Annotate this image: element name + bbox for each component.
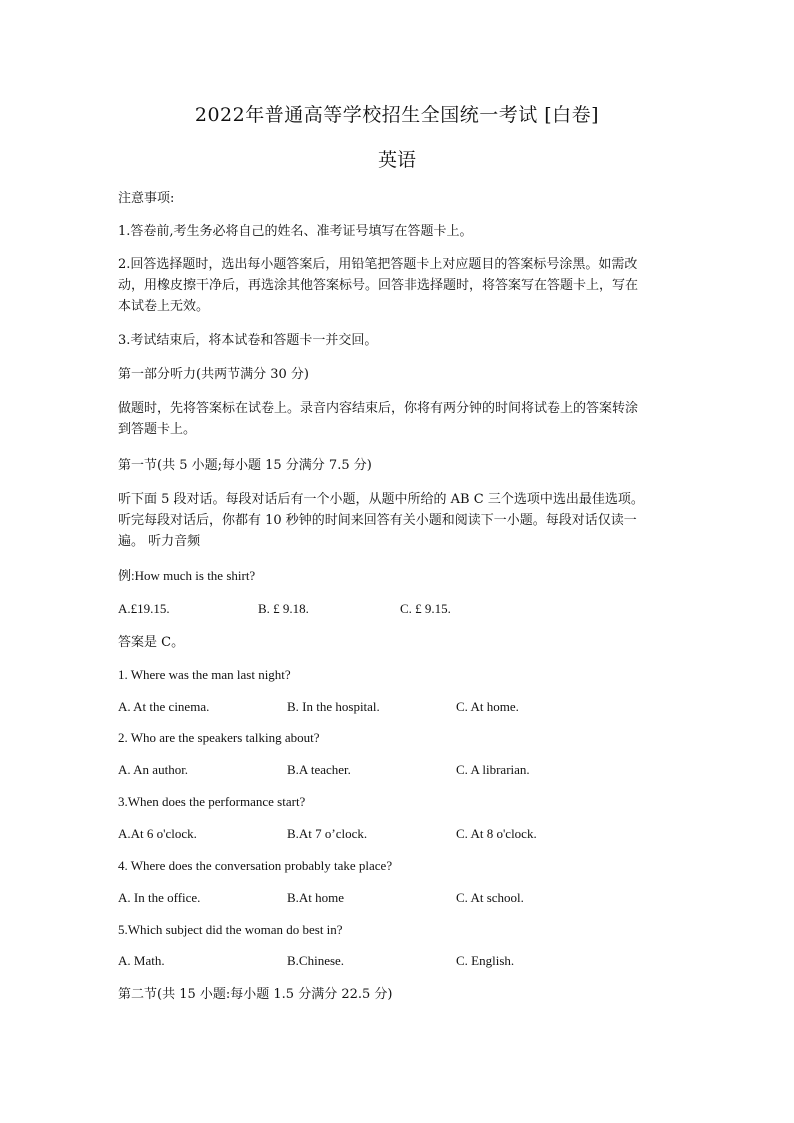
question-5: 5.Which subject did the woman do best in?	[118, 922, 343, 937]
part1-instructions-line-1: 做题时，先将答案标在试卷上。录音内容结束后，你将有两分钟的时间将试卷上的答案转涂	[118, 401, 639, 416]
example-option-c: C. £ 9.15.	[400, 601, 451, 616]
question-2: 2. Who are the speakers talking about?	[118, 730, 320, 745]
question-2-option-a: A. An author.	[118, 762, 189, 777]
example-option-b: B. £ 9.18.	[258, 601, 309, 616]
question-1-option-c: C. At home.	[456, 699, 519, 714]
question-3-option-c: C. At 8 o'clock.	[456, 826, 537, 841]
section1-instructions-line-1: 听下面 5 段对话。每段对话后有一个小题，从题中所给的 AB C 三个选项中选出最佳选项。	[118, 492, 644, 507]
question-2-option-c: C. A librarian.	[456, 762, 530, 777]
question-5-option-c: C. English.	[456, 953, 515, 968]
question-1-option-b: B. In the hospital.	[287, 699, 380, 714]
section1-heading: 第一节(共 5 小题;每小题 15 分满分 7.5 分)	[118, 458, 372, 473]
part1-heading: 第一部分听力(共两节满分 30 分)	[118, 367, 309, 382]
notes-item-2-line-3: 本试卷上无效。	[118, 299, 210, 314]
question-5-option-b: B.Chinese.	[287, 953, 345, 968]
question-4-option-b: B.At home	[287, 890, 345, 905]
part1-instructions-line-2: 到答题卡上。	[118, 422, 197, 437]
notes-item-2-line-1: 2.回答选择题时，选出每小题答案后，用铅笔把答题卡上对应题目的答案标号涂黑。如需改	[118, 257, 638, 272]
section2-heading: 第二节(共 15 小题:每小题 1.5 分满分 22.5 分)	[118, 987, 393, 1002]
question-4-option-a: A. In the office.	[118, 890, 201, 905]
question-2-option-b: B.A teacher.	[287, 762, 351, 777]
question-4-option-c: C. At school.	[456, 890, 524, 905]
exam-title: 2022年普通高等学校招生全国统一考试 [白卷]	[194, 104, 600, 126]
question-3-option-b: B.At 7 o’clock.	[287, 826, 368, 841]
question-3-option-a: A.At 6 o'clock.	[118, 826, 197, 841]
subject-title: 英语	[377, 149, 416, 171]
section1-instructions-line-2: 听完每段对话后，你都有 10 秒钟的时间来回答有关小题和阅读下一小题。每段对话仅读一	[118, 513, 637, 528]
notes-item-1: 1.答卷前,考生务必将自己的姓名、准考证号填写在答题卡上。	[118, 224, 473, 239]
example-question: 例:How much is the shirt?	[118, 568, 256, 583]
question-3: 3.When does the performance start?	[118, 794, 306, 809]
notes-item-2-line-2: 动，用橡皮擦干净后，再选涂其他答案标号。回答非选择题时，将答案写在答题卡上，写在	[118, 278, 639, 293]
notes-item-3: 3.考试结束后，将本试卷和答题卡一并交回。	[118, 333, 378, 348]
question-5-option-a: A. Math.	[118, 953, 165, 968]
example-answer: 答案是 C。	[118, 635, 185, 650]
example-option-a: A.£19.15.	[118, 601, 170, 616]
question-4: 4. Where does the conversation probably take place?	[118, 858, 393, 873]
notes-heading: 注意事项:	[118, 191, 175, 206]
question-1: 1. Where was the man last night?	[118, 667, 291, 682]
question-1-option-a: A. At the cinema.	[118, 699, 210, 714]
section1-instructions-line-3: 遍。 听力音频	[118, 534, 201, 549]
